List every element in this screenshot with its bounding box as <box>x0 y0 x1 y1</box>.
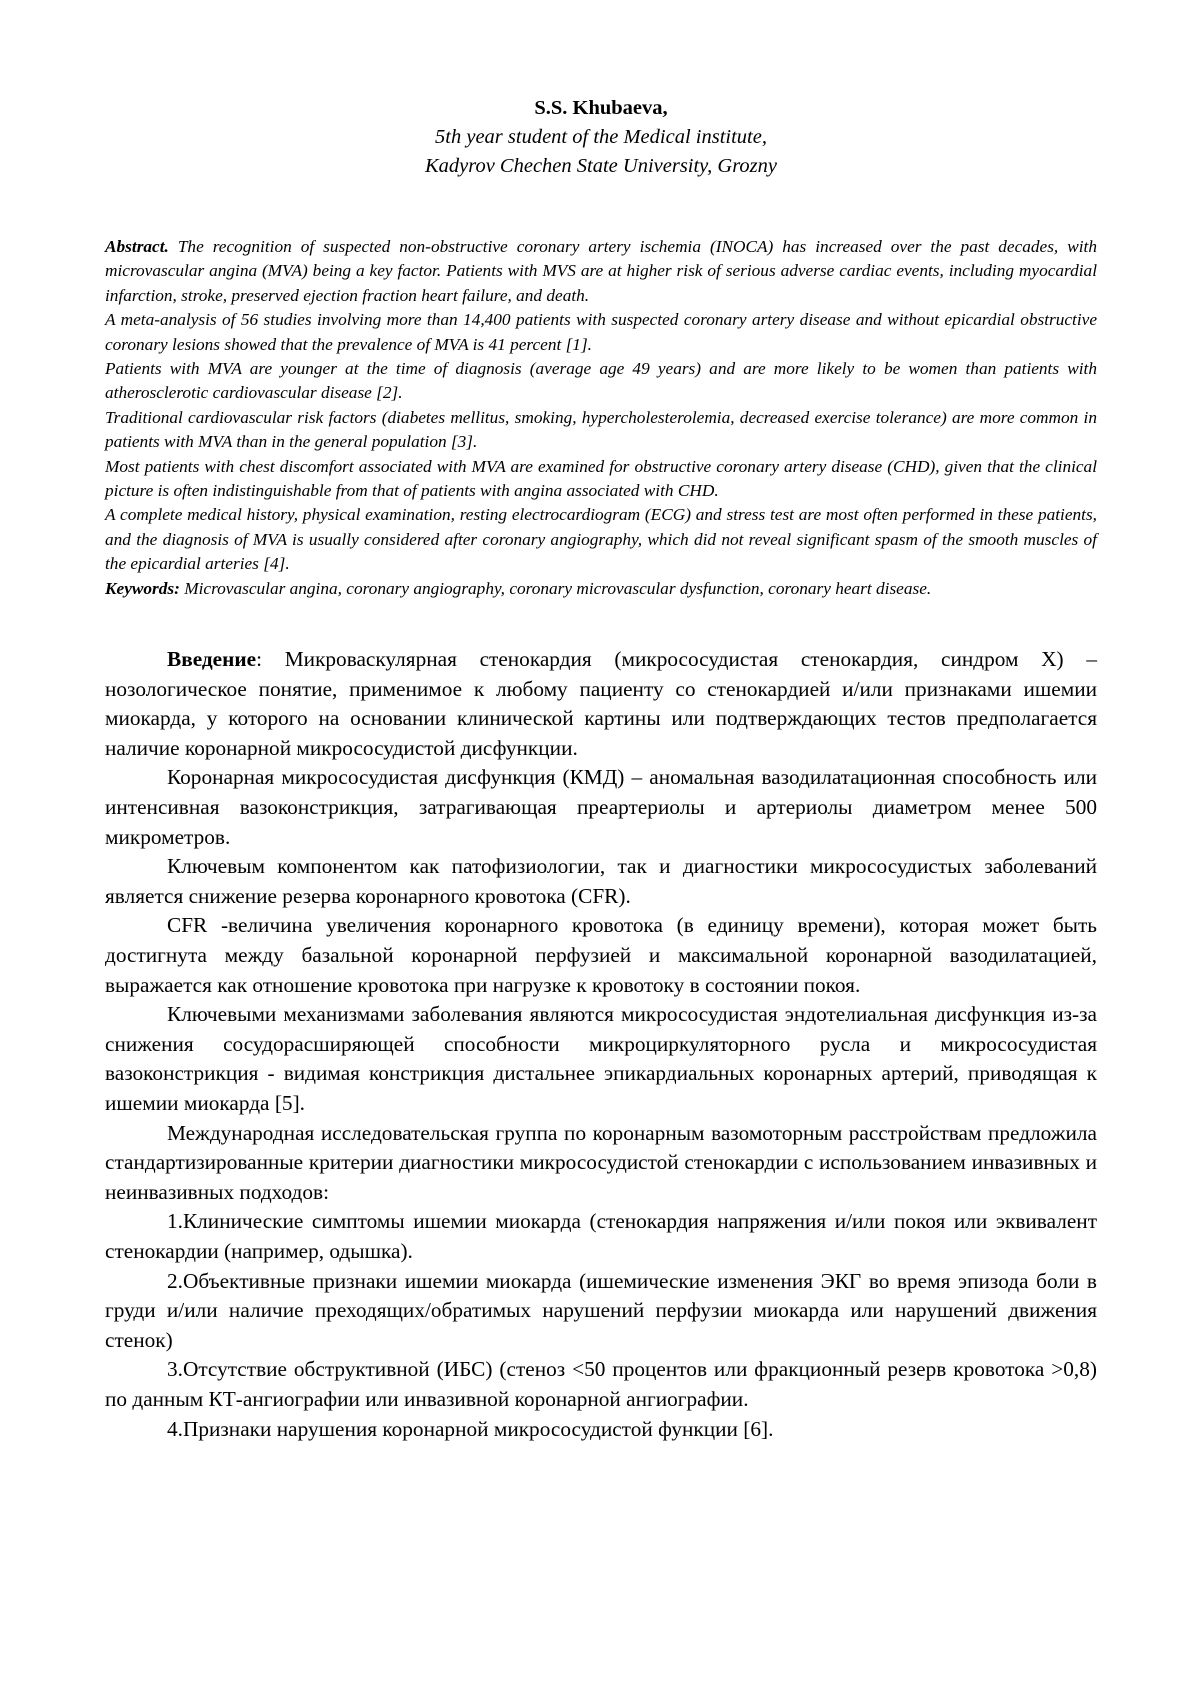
body-paragraph-introduction <box>105 645 1097 763</box>
body-paragraph: Ключевыми механизмами заболевания являются микрососудистая эндотелиальная дисфункция из-за снижения сосудорасширяющей способности микроциркуляторного русла и микрососудистая вазоконстрикция - видимая констрикция дистальнее эпикардиальных коронарных артерий, приводящая к ишемии миокарда [5]. <box>105 1002 1097 1115</box>
abstract-paragraph: Patients with MVA are younger at the time of diagnosis (average age 49 years) and are more likely to be women than patients with atherosclerotic cardiovascular disease [2]. <box>105 359 1097 403</box>
abstract-paragraph: A complete medical history, physical examination, resting electrocardiogram (ECG) and stress test are most often performed in these patients, and the diagnosis of MVA is usually considered after coronary angiography, which did not reveal significant spasm of the smooth muscles of the epicardial arteries [4]. <box>105 505 1097 574</box>
introduction-heading-label: Введение <box>167 647 257 672</box>
body-paragraph: Международная исследовательская группа по коронарным вазомоторным расстройствам предложила стандартизированные критерии диагностики микрососудистой стенокардии с использованием инвазивных и неинвазивных подходов: <box>105 1120 1097 1204</box>
abstract-paragraph: Most patients with chest discomfort associated with MVA are examined for obstructive coronary artery disease (CHD), given that the clinical picture is often indistinguishable from that of patients with angina associated with CHD. <box>105 456 1097 501</box>
body-paragraph: CFR -величина увеличения коронарного кровотока (в единицу времени), которая может быть достигнута между базальной коронарной перфузией и максимальной коронарной вазодилатацией, выражается как отношение кровотока при нагрузке к кровотоку в состоянии покоя. <box>105 913 1097 997</box>
abstract-intro-text: The recognition of suspected non-obstructive coronary artery ischemia (INOCA) has increased over the past decades, with microvascular angina (MVA) being a key factor. Patients with MVS are at higher risk of serious adverse cardiac events, including myocardial infarction, stroke, preserved ejection fraction heart failure, and death. <box>105 237 1097 305</box>
keywords-text: Microvascular angina, coronary angiography, coronary microvascular dysfunction, coronary heart disease. <box>179 578 932 598</box>
keywords-paragraph <box>105 577 1097 601</box>
abstract-paragraph: A meta-analysis of 56 studies involving more than 14,400 patients with suspected coronary artery disease and without epicardial obstructive coronary lesions showed that the prevalence of MVA is 41 percent [1]. <box>105 310 1097 354</box>
abstract-paragraph: Traditional cardiovascular risk factors (diabetes mellitus, smoking, hypercholesterolemia, decreased exercise tolerance) are more common in patients with MVA than in the general population [3]. <box>105 407 1097 452</box>
body-list-item-4: 4.Признаки нарушения коронарной микрососудистой функции [6]. <box>167 1416 774 1441</box>
introduction-text: : Микроваскулярная стенокардия (микрососудистая стенокардия, синдром X) – нозологическое понятие, применимое к любому пациенту со стенокардией и/или признаками ишемии миокарда, у которого на основании клинической картины или подтверждающих тестов предполагается наличие коронарной микрососудистой дисфункции. <box>105 647 1097 760</box>
body-section <box>105 645 1097 1444</box>
body-paragraph: Ключевым компонентом как патофизиологии, так и диагностики микрососудистых заболеваний является снижение резерва коронарного кровотока (CFR). <box>105 854 1097 908</box>
author-name: S.S. Khubaeva, <box>534 97 668 119</box>
abstract-label: Abstract. <box>105 237 169 256</box>
body-paragraph: Коронарная микрососудистая дисфункция (КМД) – аномальная вазодилатационная способность или интенсивная вазоконстрикция, затрагивающая преартериолы и артериолы диаметром менее 500 микрометров. <box>105 765 1097 849</box>
body-list-item-3: 3.Отсутствие обструктивной (ИБС) (стеноз <50 процентов или фракционный резерв кровотока >0,8) по данным КТ-ангиографии или инвазивной коронарной ангиографии. <box>105 1357 1097 1411</box>
body-list-item-2: 2.Объективные признаки ишемии миокарда (ишемические изменения ЭКГ во время эпизода боли в груди и/или наличие преходящих/обратимых нарушений перфузии миокарда или нарушений движения стенок) <box>105 1268 1097 1352</box>
document-header <box>105 94 1097 181</box>
abstract-paragraph-intro <box>105 235 1097 308</box>
author-affiliation-line-2: Kadyrov Chechen State University, Grozny <box>424 155 778 177</box>
author-affiliation-line-1: 5th year student of the Medical institute, <box>435 126 767 148</box>
abstract-section <box>105 235 1097 601</box>
body-list-item-1: 1.Клинические симптомы ишемии миокарда (стенокардия напряжения и/или покоя или эквивалент стенокардии (например, одышка). <box>105 1209 1097 1263</box>
keywords-label: Keywords: <box>105 578 180 598</box>
